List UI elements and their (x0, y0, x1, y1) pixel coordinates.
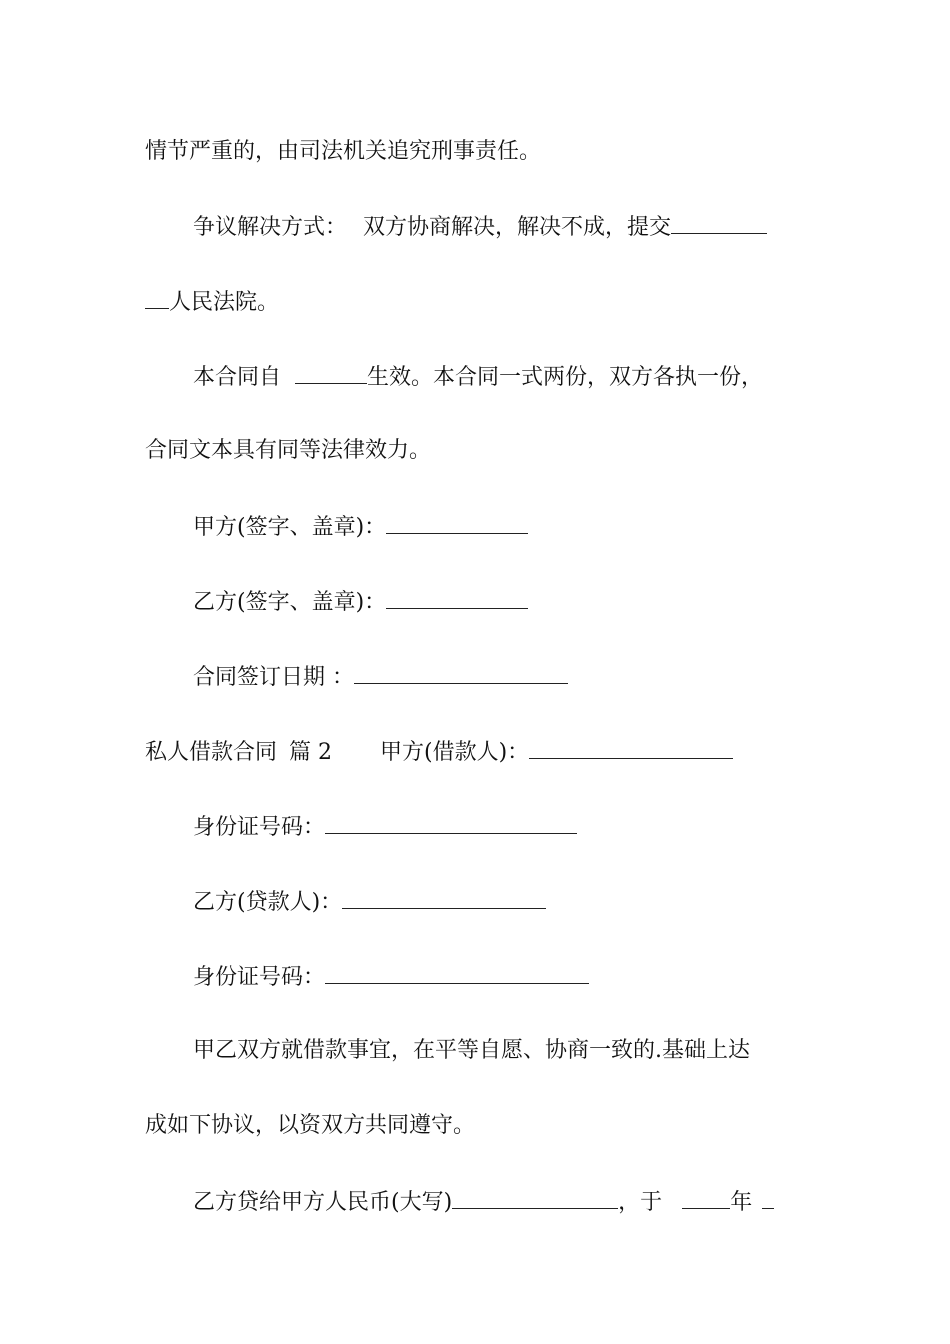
signing-date-blank (354, 661, 568, 684)
label: 合同签订日期 ： (193, 665, 354, 690)
label: 乙方(签字、盖章)： (193, 590, 387, 615)
text: 年 (730, 1190, 753, 1215)
paragraph-criminal-liability (145, 137, 541, 167)
lender-id (193, 961, 589, 993)
text: 人民法院。 (169, 290, 280, 315)
party-a-signature-blank (386, 511, 528, 534)
part-number: 篇 2 (289, 740, 333, 765)
text: 甲乙双方就借款事宜，在平等自愿、协商一致的.基础上达 (193, 1038, 750, 1063)
text: 双方协商解决，解决不成，提交 (363, 215, 672, 240)
paragraph-loan-amount (193, 1186, 774, 1218)
text: 合同文本具有同等法律效力。 (145, 438, 432, 463)
court-blank-cont (145, 286, 169, 309)
paragraph-equal-effect (145, 436, 431, 466)
borrower-id (193, 811, 577, 843)
paragraph-court (145, 286, 279, 318)
text: 本合同自 (193, 365, 282, 390)
contract-title: 私人借款合同 (145, 740, 278, 765)
text: ，于 (618, 1190, 663, 1215)
party-b-signature (193, 586, 528, 618)
label: 乙方(贷款人)： (193, 890, 343, 915)
court-blank (671, 211, 767, 234)
effective-date-blank (295, 361, 367, 384)
amount-blank (452, 1186, 618, 1209)
paragraph-agreement (193, 1036, 750, 1066)
signing-date (193, 661, 568, 693)
paragraph-dispute-resolution (193, 211, 767, 243)
text: 情节严重的，由司法机关追究刑事责任。 (145, 139, 542, 164)
lender (193, 886, 546, 918)
text: 成如下协议，以资双方共同遵守。 (145, 1113, 476, 1138)
paragraph-agreement-cont (145, 1111, 475, 1141)
label: 身份证号码： (193, 965, 326, 990)
section-heading-contract-2 (145, 736, 733, 768)
month-blank (762, 1186, 774, 1209)
label: 争议解决方式： (193, 215, 348, 240)
lender-blank (342, 886, 546, 909)
paragraph-effective (193, 361, 763, 393)
label: 乙方贷给甲方人民币(大写) (193, 1190, 453, 1215)
borrower-label: 甲方(借款人)： (380, 740, 530, 765)
lender-id-blank (325, 961, 589, 984)
label: 甲方(签字、盖章)： (193, 515, 387, 540)
borrower-blank (529, 736, 733, 759)
label: 身份证号码： (193, 815, 326, 840)
party-b-signature-blank (386, 586, 528, 609)
text: 生效。本合同一式两份，双方各执一份， (367, 365, 764, 390)
borrower-id-blank (325, 811, 577, 834)
party-a-signature (193, 511, 528, 543)
year-blank (682, 1186, 730, 1209)
